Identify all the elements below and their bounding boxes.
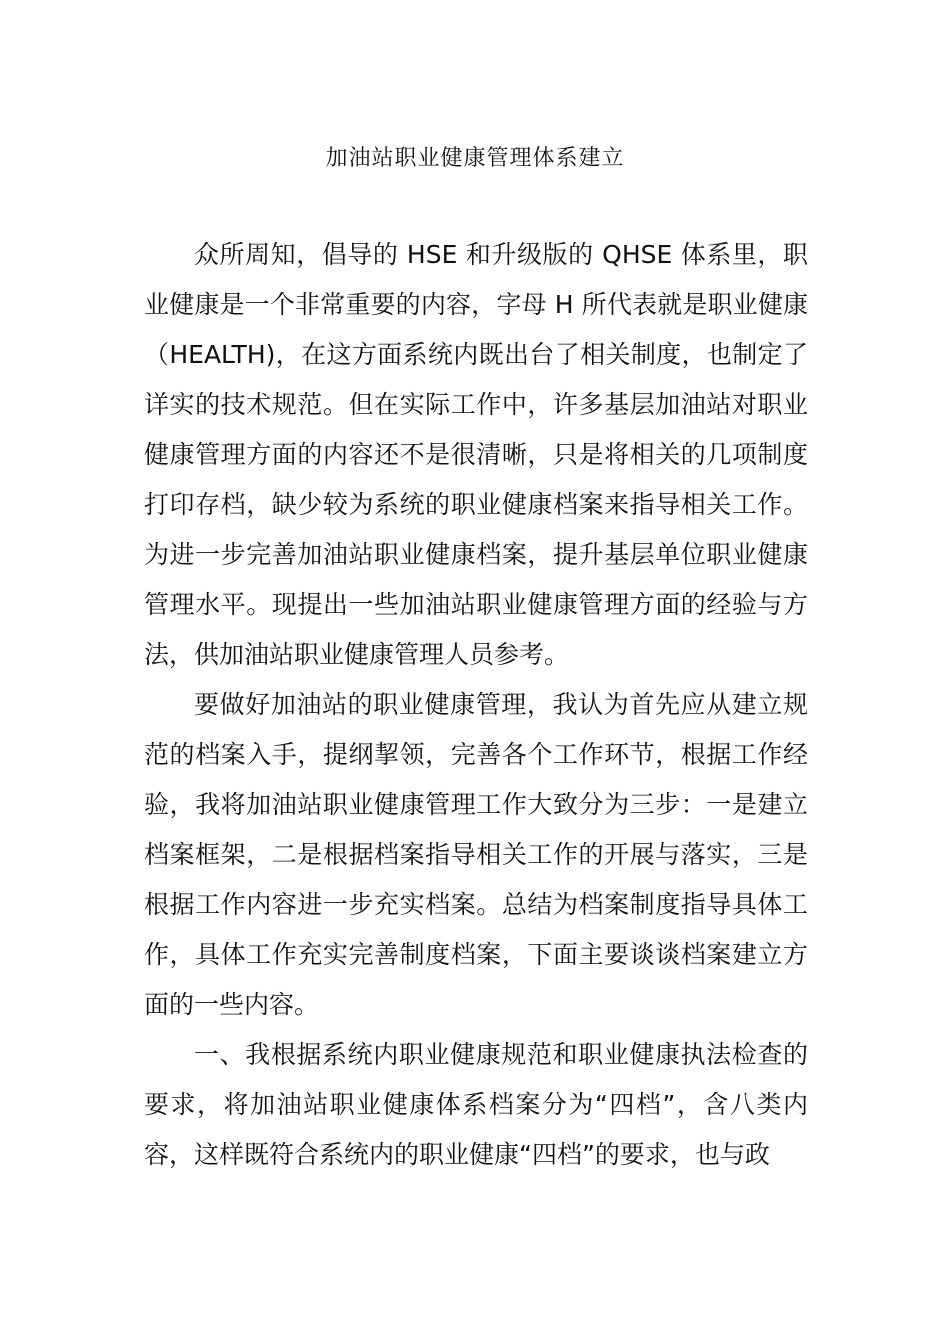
paragraph-approach: 要做好加油站的职业健康管理，我认为首先应从建立规范的档案入手，提纲挈领，完善各个工作环节，根据工作经验，我将加油站职业健康管理工作大致分为三步：一是建立档案框架，二是根据档案指导相关工作的开展与落实，三是根据工作内容进一步充实档案。总结为档案制度指导具体工作，具体工作充实完善制度档案，下面主要谈谈档案建立方面的一些内容。 [144,690,808,1019]
paragraph-intro: 众所周知，倡导的 HSE 和升级版的 QHSE 体系里，职业健康是一个非常重要的内容，字母 H 所代表就是职业健康（HEALTH)，在这方面系统内既出台了相关制度，也制定了详实的技术规范。但在实际工作中，许多基层加油站对职业健康管理方面的内容还不是很清晰，只是将相关的几项制度打印存档，缺少较为系统的职业健康档案来指导相关工作。为进一步完善加油站职业健康档案，提升基层单位职业健康管理水平。现提出一些加油站职业健康管理方面的经验与方法，供加油站职业健康管理人员参考。 [144,240,808,669]
paragraph-archive-categories: 一、我根据系统内职业健康规范和职业健康执法检查的要求，将加油站职业健康体系档案分为“四档”，含八类内容，这样既符合系统内的职业健康“四档”的要求，也与政 [144,1040,808,1169]
document-body [144,230,808,1180]
document-title: 加油站职业健康管理体系建立 [325,146,625,171]
